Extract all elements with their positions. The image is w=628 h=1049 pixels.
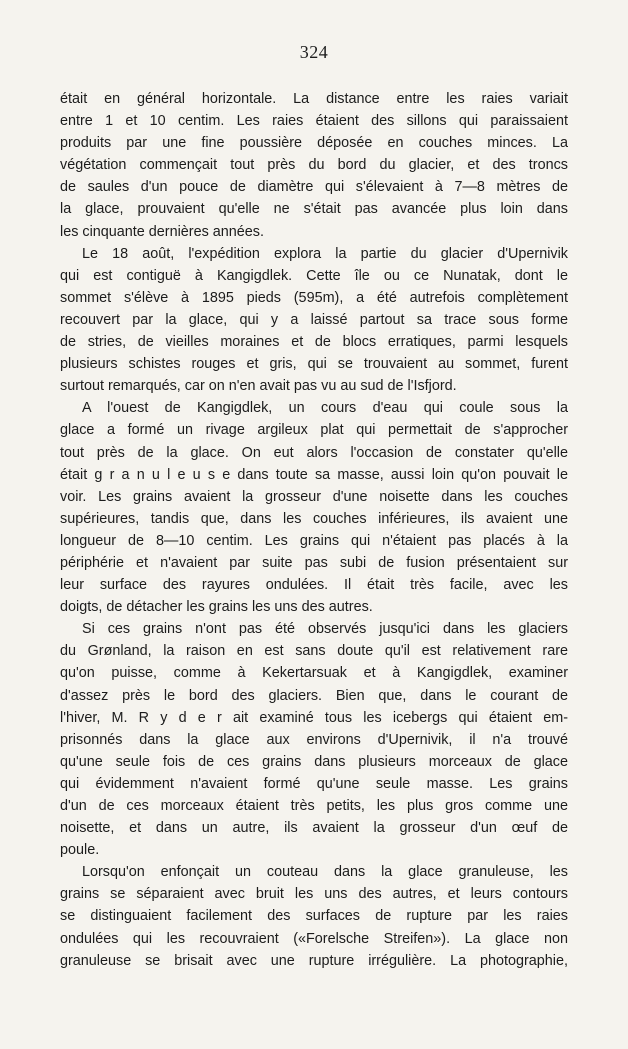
text-line: était en général horizontale. La distance entre les raies variait [60,91,568,107]
text-line: prisonnés dans la glace aux environs d'Upernivik, il n'a trouvé [60,731,568,748]
text-line: était g r a n u l e u s e dans toute sa masse, aussi loin qu'on pouvait le [60,466,568,483]
text-line: qui évidemment n'avaient formé qu'une seule masse. Les grains [60,775,568,792]
text-line: Si ces grains n'ont pas été observés jusqu'ici dans les glaciers [82,621,568,638]
text-line: périphérie et n'avaient par suite pas subi de fusion présentaient sur [60,554,568,571]
text-line: grains se séparaient avec bruit les uns des autres, et leurs contours [60,886,568,903]
text-line: de saules d'un pouce de diamètre qui s'élevaient à 7—8 mètres de [60,179,568,196]
text-line: granuleuse se brisait avec une rupture irrégulière. La photographie, [60,952,568,969]
text-line: sommet s'élève à 1895 pieds (595m), a été autrefois complètement [60,289,568,306]
text-line: la glace, prouvaient qu'elle ne s'était pas avancée plus loin dans [60,201,568,218]
text-line: voir. Les grains avaient la grosseur d'une noisette dans les couches [60,488,568,505]
text-line: supérieures, tandis que, dans les couches inférieures, ils avaient une [60,510,568,527]
text-line: leur surface des rayures ondulées. Il était très facile, avec les [60,577,568,594]
text-line: se distinguaient facilement des surfaces de rupture par les raies [60,908,568,925]
text-line: noisette, et dans un autre, ils avaient la grosseur d'un œuf de [60,820,568,837]
text-line: doigts, de détacher les grains les uns des autres. [60,599,373,616]
text-line: poule. [60,842,100,859]
text-line: qui est contiguë à Kangigdlek. Cette île ou ce Nunatak, dont le [60,267,568,284]
text-line: A l'ouest de Kangigdlek, un cours d'eau qui coule sous la [82,400,568,417]
text-line: plusieurs schistes rouges et gris, qui se trouvaient au sommet, furent [60,356,568,373]
text-line: longueur de 8—10 centim. Les grains qui n'étaient pas placés à la [60,532,568,549]
text-line: d'assez près le bord des glaciers. Bien que, dans le courant de [60,687,568,704]
body-text [60,88,568,972]
text-line: tout près de la glace. On eut alors l'occasion de constater qu'elle [60,444,568,461]
text-line: végétation commençait tout près du bord du glacier, et des troncs [60,157,568,174]
text-line: d'un de ces morceaux étaient très petits, les plus gros comme une [60,798,568,814]
page-number: 324 [299,42,329,62]
text-line: produits par une fine poussière déposée en couches minces. La [60,135,568,152]
text-line: glace a formé un rivage argileux plat qui permettait de s'approcher [60,422,568,439]
text-line: surtout remarqués, car on n'en avait pas vu au sud de l'Isfjord. [60,378,457,395]
text-line: de stries, de vieilles moraines et de blocs erratiques, parmi lesquels [60,334,568,351]
text-line: l'hiver, M. R y d e r ait examiné tous les icebergs qui étaient em- [60,709,568,726]
text-line: les cinquante dernières années. [60,223,265,240]
text-line: ondulées qui les recouvraient («Forelsche Streifen»). La glace non [60,930,568,947]
text-line: recouvert par la glace, qui y a laissé partout sa trace sous forme [60,311,568,328]
text-line: du Grønland, la raison en est sans doute qu'il est relativement rare [60,643,568,660]
text-line: qu'on puisse, comme à Kekertarsuak et à Kangigdlek, examiner [60,665,568,682]
text-line: qu'une seule fois de ces grains dans plusieurs morceaux de glace [60,753,568,770]
text-line: Le 18 août, l'expédition explora la partie du glacier d'Upernivik [82,245,568,262]
text-line: entre 1 et 10 centim. Les raies étaient des sillons qui paraissaient [60,113,568,130]
text-line: Lorsqu'on enfonçait un couteau dans la glace granuleuse, les [82,864,568,881]
